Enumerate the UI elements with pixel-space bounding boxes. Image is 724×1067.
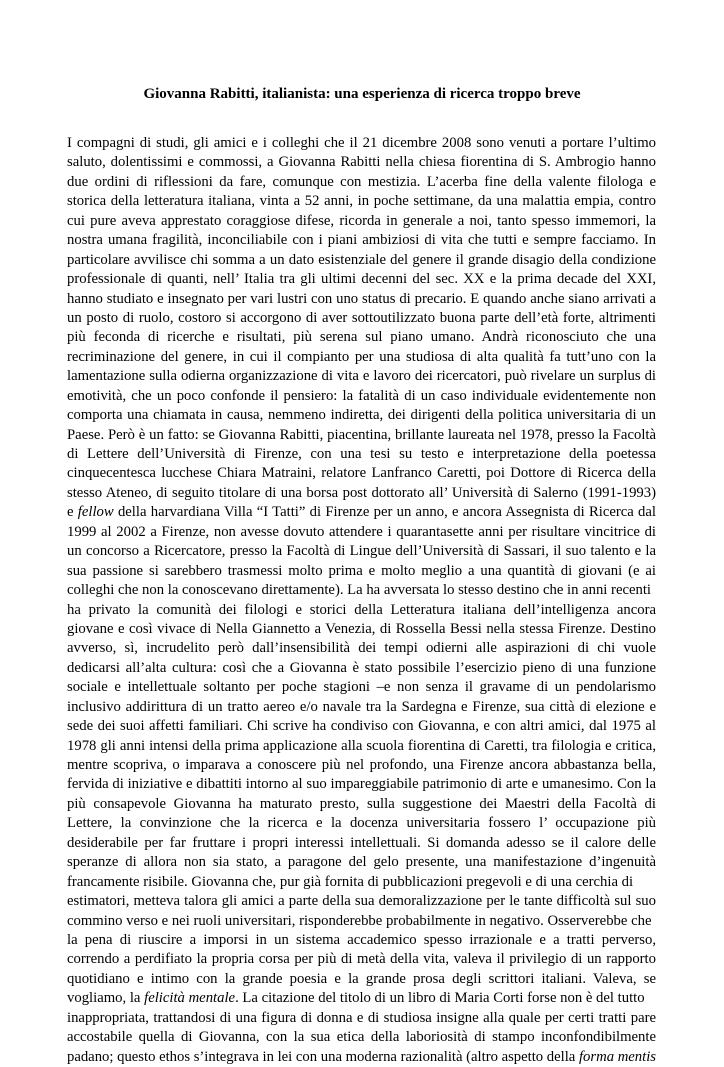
text-line: accostabile quella di Giovanna, con la sua etica della laboriosità di stampo inconfondibilmente [67, 1029, 656, 1046]
text-line: speranze di allora non sia stato, a paragone del gelo presente, una manifestazione d’ingenuità [67, 854, 656, 871]
text-line: 1999 al 2002 a Firenze, non avesse dovuto attendere i quarantasette anni per risultare vincitrice di [67, 523, 656, 540]
text-line: colleghi che non la conoscevano direttamente). La ha avversata lo stesso destino che in anni recenti [67, 582, 652, 599]
text-line: dedicarsi all’alta cultura: così che a Giovanna è stato possibile l’esercizio pieno di una funzione [67, 659, 656, 676]
document-title: Giovanna Rabitti, italianista: una esperienza di ricerca troppo breve [143, 86, 581, 102]
text-line: inappropriata, trattandosi di una figura di donna e di studiosa insigne alla quale per certi tratti pare [67, 1009, 656, 1026]
text-line: recriminazione del genere, in cui il compianto per una studiosa di alta qualità fa tutt’uno con la [67, 348, 656, 365]
text-line: inclusivo addirittura di un tratto aereo e/o navale tra la Sardegna e Firenze, sua città di elezione e [67, 698, 656, 715]
text-line: cinquecentesca lucchese Chiara Matraini, relatore Lanfranco Caretti, poi Dottore di Ricerca della [67, 465, 656, 482]
text-segment: . La citazione del titolo di un libro di Maria Corti forse non è del tutto [235, 990, 645, 1007]
body-paragraph [67, 134, 656, 1067]
text-line: Paese. Però è un fatto: se Giovanna Rabitti, piacentina, brillante laureata nel 1978, presso la Facoltà [67, 426, 656, 443]
text-line: la pena di riuscire a imporsi in un sistema accademico spesso irrazionale e a tratti perverso, [67, 931, 656, 948]
text-line: avverso, sì, incrudelito però dall’insensibilità dei tempi odierni alle aspirazioni di chi vuole [67, 640, 656, 657]
text-line: estimatori, metteva talora gli amici a parte della sua demoralizzazione per le tante difficoltà sul suo [67, 893, 656, 910]
text-line [67, 503, 656, 522]
text-line: correndo a perdifiato la propria corsa per più di metà della vita, valeva il privilegio di un rapporto [67, 951, 656, 968]
italic-term: felicità mentale [144, 990, 236, 1007]
text-line: stesso Ateneo, di seguito titolare di una borsa post dottorato all’ Università di Salerno (1991-1993) [67, 484, 656, 501]
text-line: sede dei suoi affetti familiari. Chi scrive ha condiviso con Giovanna, e con altri amici, dal 1975 al [67, 718, 656, 735]
text-line: più feconda di ricerche e risultati, più serena sul piano umano. Andrà riconosciuto che una [67, 329, 656, 346]
text-line: un posto di ruolo, costoro si accorgono di aver sottoutilizzato buona parte dell’età forte, altrimenti [67, 309, 656, 326]
text-line: giovane e così vivace di Nella Giannetto a Venezia, di Rossella Bessi nella stessa Firenze. Destino [67, 620, 656, 637]
text-line: professionale di quanti, nell’ Italia tra gli ultimi decenni del sec. XX e la prima decade del XXI, [67, 271, 656, 288]
text-line: cui pure aveva apprestato coraggiose difese, ricorda in generale a noi, tanto spesso immemori, la [67, 212, 656, 229]
text-line: lamentazione sulla odierna organizzazione di vita e lavoro dei ricercatori, può rivelare un surplus di [67, 368, 656, 385]
text-line: sua passione si sarebbero trasmessi molto prima e molto meglio a una quantità di giovani (e ai [67, 562, 656, 579]
italic-term: fellow [77, 504, 114, 521]
text-line: storica della letteratura italiana, vinta a 52 anni, in poche settimane, da una malattia empia, contro [67, 193, 656, 210]
text-line: di Lettere dell’Università di Firenze, con una tesi su testo e interpretazione della poetessa [67, 446, 656, 462]
text-segment: vogliamo, la [67, 990, 145, 1007]
text-line: emotività, che un poco confonde il pensiero: la fatalità di un caso individuale evidentemente non [67, 387, 656, 404]
text-line: nostra umana fragilità, inconciliabile con i piani ambiziosi di vita che tutti e sempre facciamo. In [67, 232, 656, 249]
text-line: francamente risibile. Giovanna che, pur già fornita di pubblicazioni pregevoli e di una cerchia di [67, 873, 634, 890]
text-line: particolare avvilisce chi somma a un dato esistenziale del genere il grande disagio della condizione [67, 251, 656, 268]
text-line: I compagni di studi, gli amici e i colleghi che il 21 dicembre 2008 sono venuti a portare l’ultimo [67, 135, 656, 151]
text-line: fervida di iniziative e dibattiti intorno al suo impareggiabile patrimonio di arte e umanesimo. Con la [67, 776, 656, 793]
text-line: comporta una chiamata in causa, nemmeno indiretta, dei dirigenti della politica universitaria di un [67, 407, 656, 424]
text-segment: padano; questo ethos s’integrava in lei con una moderna razionalità (altro aspetto della [67, 1048, 579, 1065]
text-line: un concorso a Ricercatore, presso la Facoltà di Lingue dell’Università di Sassari, il suo talento e la [67, 543, 656, 560]
text-line: più consapevole Giovanna ha maturato presto, sulla suggestione dei Maestri della Facoltà di [67, 795, 656, 812]
text-segment: e [67, 504, 78, 521]
text-line: Lettere, la convinzione che la ricerca e la docenza universitaria fossero l’ occupazione più [67, 815, 656, 832]
text-line [67, 989, 656, 1008]
text-line: 1978 gli anni intensi della prima applicazione alla scuola fiorentina di Caretti, tra filologia e critica, [67, 737, 656, 754]
text-line: ha privato la comunità dei filologi e storici della Letteratura italiana dell’intelligenza ancora [67, 601, 656, 618]
text-line: hanno studiato e insegnato per vari lustri con uno status di precario. E quando anche siano arrivati a [67, 290, 656, 307]
text-line: quotidiano e intimo con la grande poesia e la grande prosa degli scrittori italiani. Valeva, se [67, 970, 656, 987]
text-line: commino verso e nei ruoli universitari, risponderebbe probabilmente in negativo. Osserverebbe che [67, 912, 652, 929]
text-line: desiderabile per far fruttare i propri interessi intellettuali. Si domanda adesso se il calore delle [67, 834, 656, 851]
text-line: saluto, dolentissimi e commossi, a Giovanna Rabitti nella chiesa fiorentina di S. Ambrogio hanno [67, 154, 656, 171]
text-line: sociale e intellettuale soltanto per poche stagioni –e non senza il gravame di un pendolarismo [67, 679, 656, 696]
text-line: due ordini di riflessioni da fare, comunque con mestizia. L’acerba fine della valente filologa e [67, 173, 656, 190]
italic-term: forma mentis [578, 1048, 657, 1065]
text-line: mentre scopriva, o imparava a conoscere più nel profondo, una Firenze ancora abbastanza bella, [67, 757, 656, 773]
text-segment: della harvardiana Villa “I Tatti” di Firenze per un anno, e ancora Assegnista di Ricerca dal [113, 504, 656, 521]
text-line [67, 1048, 656, 1067]
